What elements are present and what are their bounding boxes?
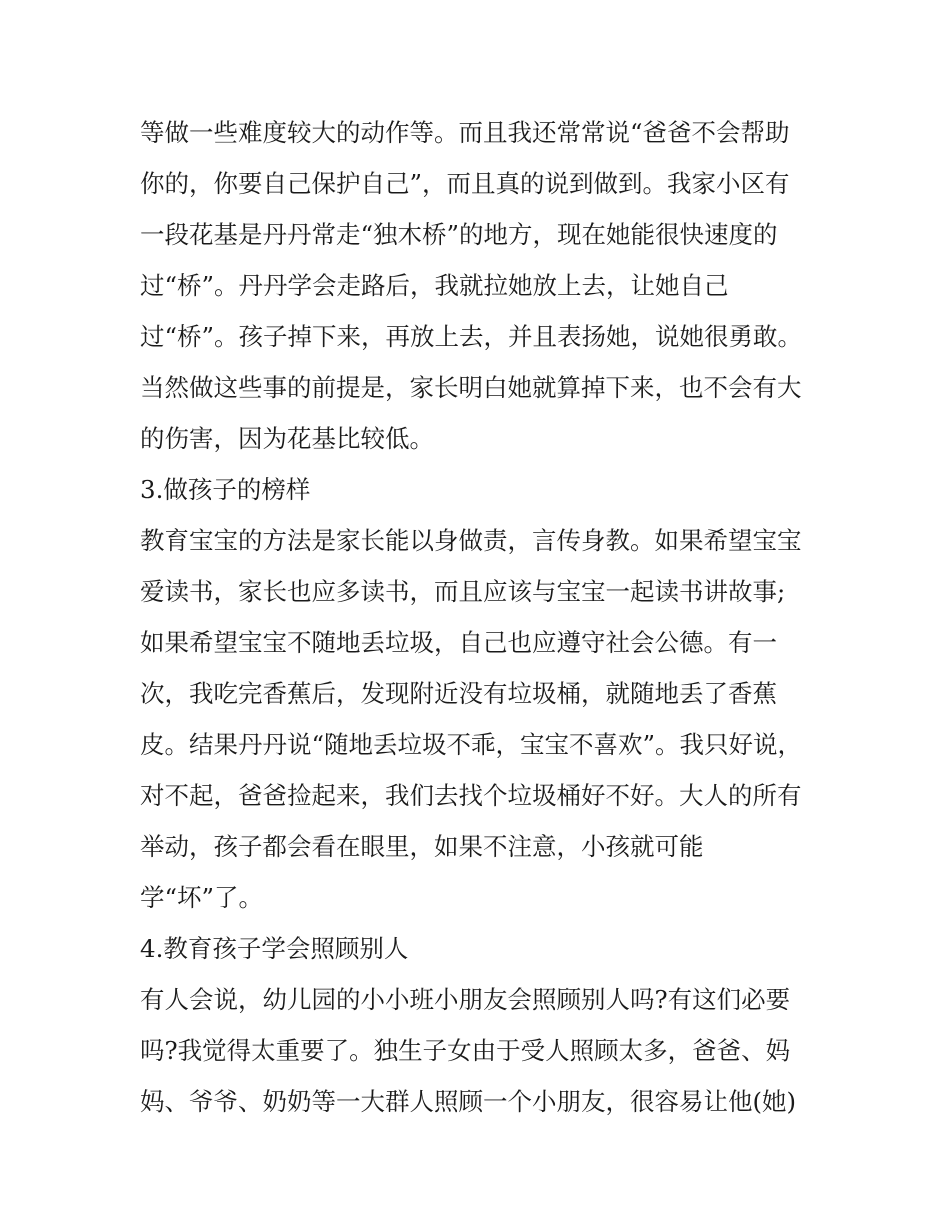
text-line: 的伤害，因为花基比较低。: [140, 424, 434, 453]
text-line: 举动，孩子都会看在眼里，如果不注意，小孩就可能: [140, 832, 704, 861]
text-line: 次，我吃完香蕉后，发现附近没有垃圾桶，就随地丢了香蕉: [140, 679, 777, 708]
text-line: 等做一些难度较大的动作等。而且我还常常说“爸爸不会帮助: [140, 118, 790, 147]
text-line: 皮。结果丹丹说“随地丢垃圾不乖，宝宝不喜欢”。我只好说，: [140, 730, 803, 759]
text-line: 学“坏”了。: [140, 883, 264, 912]
text-line: 爱读书，家长也应多读书，而且应该与宝宝一起读书讲故事;: [140, 577, 786, 606]
body-text: [140, 107, 830, 1127]
text-line: 当然做这些事的前提是，家长明白她就算掉下来，也不会有大: [140, 373, 802, 402]
text-line: 如果希望宝宝不随地丢垃圾，自己也应遵守社会公德。有一: [140, 628, 777, 657]
text-line: 有人会说，幼儿园的小小班小朋友会照顾别人吗?有这们必要: [140, 985, 791, 1014]
text-line: 过“桥”。孩子掉下来，再放上去，并且表扬她，说她很勇敢。: [140, 322, 803, 351]
text-line: 教育宝宝的方法是家长能以身做责，言传身教。如果希望宝宝: [140, 526, 802, 555]
text-line: 吗?我觉得太重要了。独生子女由于受人照顾太多，爸爸、妈: [140, 1036, 791, 1065]
section-heading: 4.教育孩子学会照顾别人: [140, 934, 409, 963]
text-line: 过“桥”。丹丹学会走路后，我就拉她放上去，让她自己: [140, 271, 729, 300]
text-line: 妈、爷爷、奶奶等一大群人照顾一个小朋友，很容易让他(她): [140, 1087, 797, 1116]
text-line: 一段花基是丹丹常走“独木桥”的地方，现在她能很快速度的: [140, 220, 778, 249]
text-line: 你的，你要自己保护自己”，而且真的说到做到。我家小区有: [140, 169, 790, 198]
section-heading: 3.做孩子的榜样: [140, 475, 311, 504]
text-line: 对不起，爸爸捡起来，我们去找个垃圾桶好不好。大人的所有: [140, 781, 802, 810]
